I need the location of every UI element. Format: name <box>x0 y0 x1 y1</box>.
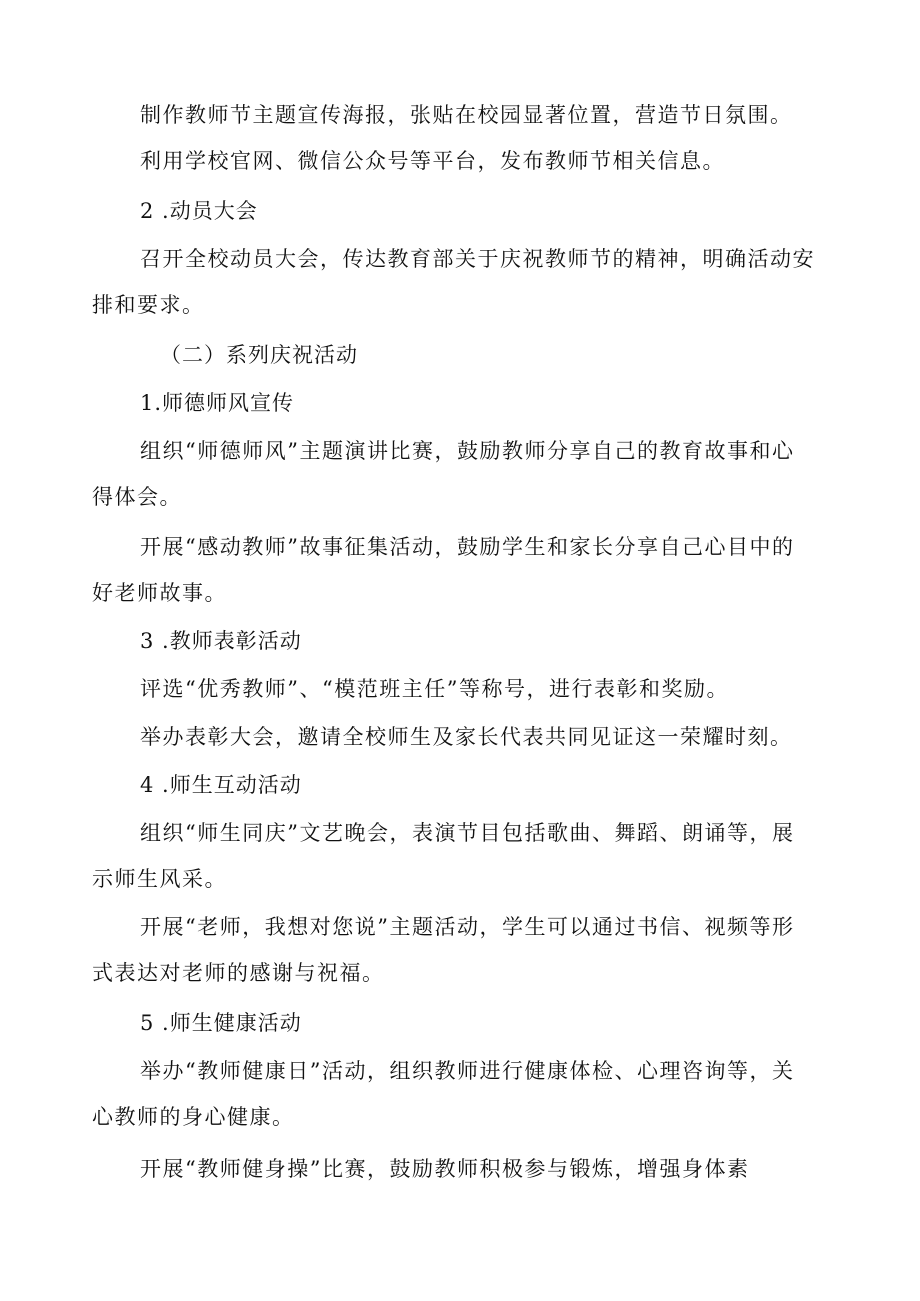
paragraph-gala-line1: 组织“师生同庆”文艺晚会，表演节目包括歌曲、舞蹈、朗诵等，展 <box>140 821 795 845</box>
paragraph-gala-line2: 示师生风采。 <box>92 867 227 891</box>
heading-teacher-student-interaction: 4 .师生互动活动 <box>140 773 302 797</box>
heading-teacher-awards: 3 .教师表彰活动 <box>140 629 302 653</box>
paragraph-message-line2: 式表达对老师的感谢与祝福。 <box>92 961 385 985</box>
paragraph-website: 利用学校官网、微信公众号等平台，发布教师节相关信息。 <box>140 149 725 173</box>
paragraph-story-collection-line2: 好老师故事。 <box>92 581 227 605</box>
paragraph-speech-contest-line2: 得体会。 <box>92 485 182 509</box>
paragraph-health-day-line2: 心教师的身心健康。 <box>92 1105 295 1129</box>
paragraph-speech-contest-line1: 组织“师德师风”主题演讲比赛，鼓励教师分享自己的教育故事和心 <box>140 439 795 463</box>
section-heading-celebration-activities: （二）系列庆祝活动 <box>160 343 358 367</box>
paragraph-message-line1: 开展“老师，我想对您说”主题活动，学生可以通过书信、视频等形 <box>140 915 795 939</box>
paragraph-health-day-line1: 举办“教师健康日”活动，组织教师进行健康体检、心理咨询等，关 <box>140 1059 795 1083</box>
heading-health-activities: 5 .师生健康活动 <box>140 1011 302 1035</box>
paragraph-mobilization-line1: 召开全校动员大会，传达教育部关于庆祝教师节的精神，明确活动安 <box>140 247 815 271</box>
heading-ethics-promotion: 1.师德师风宣传 <box>140 391 295 415</box>
paragraph-award-selection: 评选“优秀教师”、“模范班主任”等称号，进行表彰和奖励。 <box>140 677 729 701</box>
paragraph-mobilization-line2: 排和要求。 <box>92 293 205 317</box>
heading-mobilization-meeting: 2 .动员大会 <box>140 199 258 223</box>
paragraph-award-ceremony: 举办表彰大会，邀请全校师生及家长代表共同见证这一荣耀时刻。 <box>140 725 793 749</box>
paragraph-poster: 制作教师节主题宣传海报，张贴在校园显著位置，营造节日氛围。 <box>140 103 793 127</box>
paragraph-fitness-contest: 开展“教师健身操”比赛，鼓励教师积极参与锻炼，增强身体素 <box>140 1157 750 1181</box>
paragraph-story-collection-line1: 开展“感动教师”故事征集活动，鼓励学生和家长分享自己心目中的 <box>140 535 795 559</box>
